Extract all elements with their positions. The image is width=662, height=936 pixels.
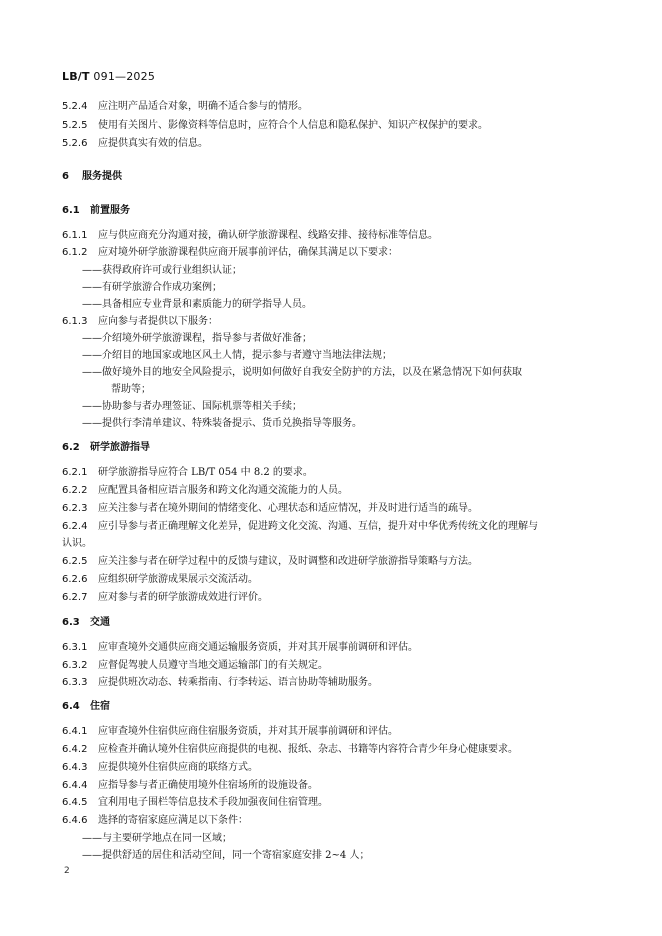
page-number: 2: [64, 866, 70, 876]
clause-6-4-4: 6.4.4 应指导参与者正确使用境外住宿场所的设施设备。: [62, 780, 318, 791]
clause-6-1-1: 6.1.1 应与供应商充分沟通对接，确认研学旅游课程、线路安排、接待标准等信息。: [62, 230, 438, 241]
list-item: ——获得政府许可或行业组织认证；: [82, 265, 242, 276]
list-item: ——提供舒适的居住和活动空间，同一个寄宿家庭安排 2~4 人；: [82, 850, 370, 861]
clause-6-4-5: 6.4.5 宜利用电子围栏等信息技术手段加强夜间住宿管理。: [62, 797, 328, 808]
clause-6-3-1: 6.3.1 应审查境外交通供应商交通运输服务资质，并对其开展事前调研和评估。: [62, 642, 418, 653]
section-6-2-heading: 6.2 研学旅游指导: [62, 442, 150, 453]
clause-6-2-3: 6.2.3 应关注参与者在境外期间的情绪变化、心理状态和适应情况，并及时进行适当的疏导。: [62, 503, 478, 514]
list-item: ——介绍境外研学旅游课程，指导参与者做好准备；: [82, 333, 312, 344]
list-item: ——提供行李清单建议、特殊装备提示、货币兑换指导等服务。: [82, 418, 362, 429]
clause-6-2-7: 6.2.7 应对参与者的研学旅游成效进行评价。: [62, 592, 268, 603]
clause-6-2-4: 6.2.4 应引导参与者正确理解文化差异，促进跨文化交流、沟通、互信，提升对中华优秀传统文化的理解与: [62, 521, 538, 532]
clause-6-2-6: 6.2.6 应组织研学旅游成果展示交流活动。: [62, 574, 258, 585]
clause-6-3-2: 6.3.2 应督促驾驶人员遵守当地交通运输部门的有关规定。: [62, 660, 328, 671]
document-code: [62, 70, 155, 83]
section-6-4-heading: 6.4 住宿: [62, 701, 110, 712]
list-item: ——介绍目的地国家或地区风土人情，提示参与者遵守当地法律法规；: [82, 350, 392, 361]
clause-6-3-3: 6.3.3 应提供班次动态、转乘指南、行李转运、语言协助等辅助服务。: [62, 677, 378, 688]
list-item: ——与主要研学地点在同一区域；: [82, 833, 232, 844]
clause-5-2-5: 5.2.5 使用有关图片、影像资料等信息时，应符合个人信息和隐私保护、知识产权保护的要求。: [62, 120, 488, 131]
standard-number: 091—2025: [93, 70, 156, 83]
list-item: ——有研学旅游合作成功案例；: [82, 282, 222, 293]
clause-6-4-3: 6.4.3 应提供境外住宿供应商的联络方式。: [62, 762, 258, 773]
clause-6-2-2: 6.2.2 应配置具备相应语言服务和跨文化沟通交流能力的人员。: [62, 485, 348, 496]
list-item: ——协助参与者办理签证、国际机票等相关手续；: [82, 401, 302, 412]
clause-6-1-2: 6.1.2 应对境外研学旅游课程供应商开展事前评估，确保其满足以下要求：: [62, 247, 398, 258]
clause-5-2-4: 5.2.4 应注明产品适合对象，明确不适合参与的情形。: [62, 101, 308, 112]
list-item-continuation: 帮助等；: [111, 384, 151, 395]
list-item: ——具备相应专业背景和素质能力的研学指导人员。: [82, 299, 312, 310]
standard-prefix: LB/T: [62, 70, 90, 83]
list-item: ——做好境外目的地安全风险提示，说明如何做好自我安全防护的方法，以及在紧急情况下如何获取: [82, 367, 522, 378]
clause-6-2-4-continuation: 认识。: [62, 538, 92, 549]
clause-6-4-1: 6.4.1 应审查境外住宿供应商住宿服务资质，并对其开展事前调研和评估。: [62, 726, 398, 737]
clause-6-1-3: 6.1.3 应向参与者提供以下服务：: [62, 316, 218, 327]
section-6-3-heading: 6.3 交通: [62, 617, 110, 628]
clause-6-4-6: 6.4.6 选择的寄宿家庭应满足以下条件：: [62, 815, 248, 826]
clause-6-2-1: 6.2.1 研学旅游指导应符合 LB/T 054 中 8.2 的要求。: [62, 467, 313, 478]
section-6-heading: 6 服务提供: [62, 171, 122, 182]
clause-6-4-2: 6.4.2 应检查并确认境外住宿供应商提供的电视、报纸、杂志、书籍等内容符合青少年身心健康要求。: [62, 744, 518, 755]
clause-5-2-6: 5.2.6 应提供真实有效的信息。: [62, 138, 208, 149]
clause-6-2-5: 6.2.5 应关注参与者在研学过程中的反馈与建议，及时调整和改进研学旅游指导策略与方法。: [62, 556, 478, 567]
section-6-1-heading: 6.1 前置服务: [62, 205, 130, 216]
